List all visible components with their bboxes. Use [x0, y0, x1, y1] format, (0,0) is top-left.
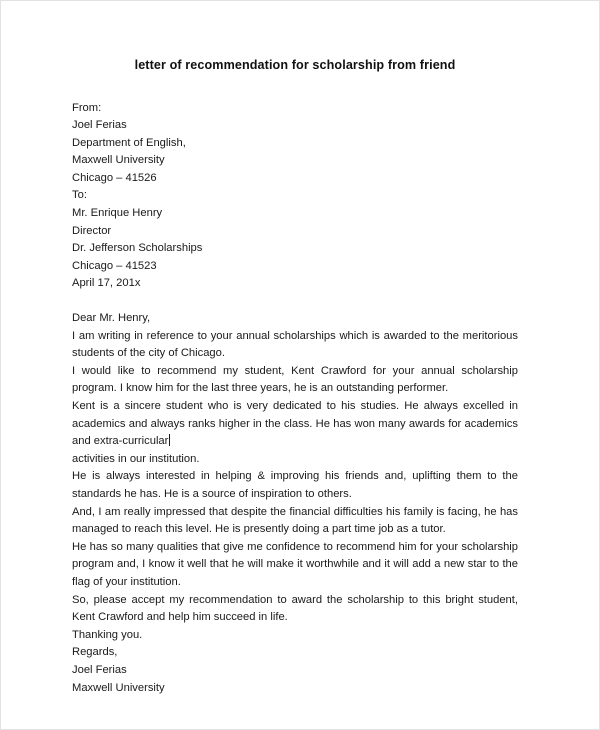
sender-line: Chicago – 41526 [72, 171, 157, 184]
recipient-line: Director [72, 224, 112, 237]
closing-line: Thanking you. [72, 628, 143, 641]
body-paragraph-with-caret [72, 398, 518, 451]
sender-line: Maxwell University [72, 154, 165, 167]
body-paragraph-continuation: activities in our institution. [72, 452, 200, 465]
date-salutation-spacer [72, 293, 518, 310]
text-caret [169, 434, 171, 446]
title-spacer [72, 75, 518, 100]
body-paragraph: I would like to recommend my student, Kent Crawford for your annual scholarship program. I know him for the last three years, he is an outstanding performer. [72, 364, 518, 395]
letter-date: April 17, 201x [72, 277, 141, 290]
body-paragraph: He is always interested in helping & improving his friends and, uplifting them to the standards he has. He is a source of inspiration to others. [72, 470, 518, 500]
sender-line: Joel Ferias [72, 119, 127, 132]
recipient-line: Mr. Enrique Henry [72, 207, 163, 220]
body-paragraph: I am writing in reference to your annual scholarships which is awarded to the meritorious students of the city of Chicago. [72, 329, 518, 360]
salutation: Dear Mr. Henry, [72, 312, 151, 325]
recipient-address-block [72, 187, 518, 293]
recipient-line: To: [72, 189, 87, 202]
recipient-line: Dr. Jefferson Scholarships [72, 242, 203, 255]
body-paragraph: He has so many qualities that give me confidence to recommend him for your scholarship program and, I know it well that he will make it worthwhile and it will add a new star to the flag of your institution. [72, 540, 518, 588]
page-title: letter of recommendation for scholarship from friend [134, 58, 456, 72]
signature-organization: Maxwell University [72, 681, 165, 694]
paragraph-text: Kent is a sincere student who is very dedicated to his studies. He always excelled in academics and always ranks higher in the class. He has won many awards for academics and extra-curricular [72, 400, 518, 448]
document-content [72, 57, 518, 697]
sender-address-block [72, 100, 518, 188]
body-paragraph: So, please accept my recommendation to award the scholarship to this bright student, Kent Crawford and help him succeed in life. [72, 593, 518, 624]
recipient-line: Chicago – 41523 [72, 259, 157, 272]
signature-name: Joel Ferias [72, 663, 127, 676]
closing-line: Regards, [72, 646, 118, 659]
body-paragraph: And, I am really impressed that despite the financial difficulties his family is facing, he has managed to reach this level. He is presently doing a part time job as a tutor. [72, 505, 518, 536]
sender-line: From: [72, 101, 102, 114]
sender-line: Department of English, [72, 136, 186, 149]
